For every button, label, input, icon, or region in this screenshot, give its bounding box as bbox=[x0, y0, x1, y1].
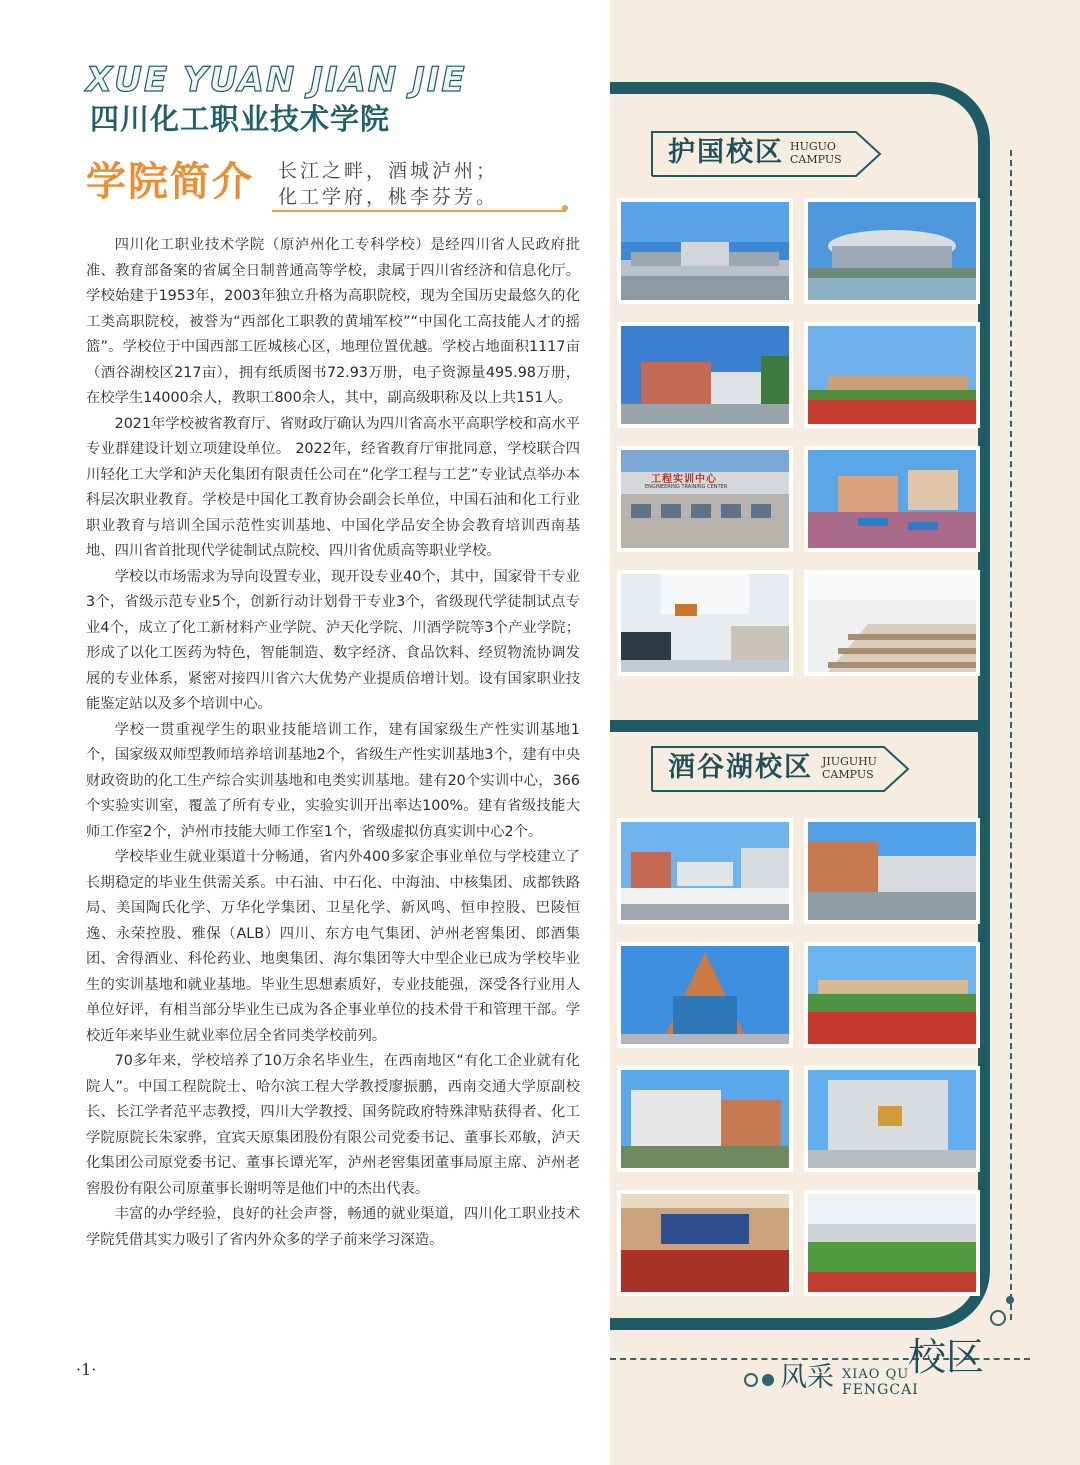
intro-heading: 学院简介 bbox=[86, 159, 254, 205]
campus-en-line-1: HUGUO bbox=[790, 140, 836, 153]
paragraph: 70多年来，学校培养了10万余名毕业生，在西南地区“有化工企业就有化院人”。中国工程院院士、哈尔滨工程大学教授廖振鹏，西南交通大学原副校长、长江学者范平志教授，四川大学教授、国务院政府特殊津贴获得者、化工学院原院长朱家骅，宜宾天原集团股份有限公司党委书记、董事长邓敏，泸天化集团公司原党委书记、董事长谭光军，泸州老窖集团董事局原主席、泸州老窖股份有限公司原董事长谢明等是他们中的杰出代表。 bbox=[86, 1053, 580, 1197]
paragraph: 学校一贯重视学生的职业技能培训工作，建有国家级生产性实训基地1个，国家级双师型教师培养培训基地2个，省级生产性实训基地3个，建有中央财政资助的化工生产综合实训基地和电类实训基地。建有20个实训中心，366个实验实训室，覆盖了所有专业，实验实训开出率达100%。建有省级技能大师工作室2个，泸州市技能大师工作室1个，省级虚拟仿真实训中心2个。 bbox=[86, 721, 580, 840]
fengcai-cn: 风采 bbox=[780, 1362, 834, 1393]
training-center-en: ENGINEERING TRAINING CENTER bbox=[645, 484, 728, 490]
campus-photo-library bbox=[617, 570, 793, 676]
campus-photo-training-center bbox=[617, 446, 793, 552]
slogan-dot bbox=[562, 205, 568, 211]
campus-photo-pingpong bbox=[804, 446, 980, 552]
jiuguhu-campus-label bbox=[650, 745, 910, 793]
campus-photo-library-tower bbox=[617, 942, 793, 1048]
huguo-campus-label bbox=[650, 130, 882, 178]
paragraph: 学校毕业生就业渠道十分畅通，省内外400多家企事业单位与学校建立了长期稳定的毕业生供需关系。中石油、中石化、中海油、中核集团、成都铁路局、美国陶氏化学、万华化学集团、卫星化学、新风鸣、恒申控股、巴陵恒逸、永荣控股、雅保（ALB）四川、东方电气集团、泸州老窖集团、郎酒集团、舍得酒业、科伦药业、地奥集团、海尔集团等大中型企业已成为学校毕业生的实训基地和就业基地。毕业生思想素质好，专业技能强，深受各行业用人单位好评，有相当部分毕业生已成为各企事业单位的技术骨干和管理干部。学校近年来毕业生就业率位居全省同类学校前列。 bbox=[86, 849, 580, 1044]
slogan-line-1: 长江之畔，酒城泸州； bbox=[278, 160, 499, 182]
paragraph: 四川化工职业技术学院（原泸州化工专科学校）是经四川省人民政府批准、教育部备案的省属全日制普通高等学校，隶属于四川省经济和信息化厅。学校始建于1953年，2003年独立升格为高职院校，现为全国历史最悠久的化工类高职院校，被誉为“西部化工职教的黄埔军校”“中国化工高技能人才的摇篮”。学校位于中国西部工匠城核心区，地理位置优越。学校占地面积1117亩（酒谷湖校区217亩），拥有纸质图书72.93万册，电子资源量495.98万册，在校学生14000余人，教职工800余人，其中，副高级职称及以上共151人。 bbox=[86, 237, 580, 406]
slogan-underline bbox=[272, 210, 566, 212]
campus-photo-teaching-building bbox=[804, 818, 980, 924]
campus-photo-dormitory bbox=[617, 1066, 793, 1172]
paragraph: 丰富的办学经验，良好的社会声誉，畅通的就业渠道，四川化工职业技术学院凭借其实力吸引了省内外众多的学子前来学习深造。 bbox=[86, 1206, 580, 1248]
deco-dot bbox=[1006, 1296, 1014, 1304]
slogan-line-2: 化工学府，桃李芬芳。 bbox=[278, 186, 499, 208]
campus-photo-building bbox=[617, 322, 793, 428]
fengcai-en-top: XIAO QU bbox=[842, 1367, 910, 1382]
campus-en-line-1: JIUGUHU bbox=[822, 755, 877, 768]
campus-name: 护国校区 bbox=[668, 137, 784, 168]
campus-en-line-2: CAMPUS bbox=[822, 768, 874, 781]
campus-photo-lab-building bbox=[804, 1066, 980, 1172]
fengcai-big: 校区 bbox=[908, 1335, 985, 1379]
campus-name: 酒谷湖校区 bbox=[668, 752, 813, 783]
campus-photo-main-gate bbox=[617, 818, 793, 924]
deco-circle bbox=[990, 1310, 1006, 1326]
campus-en bbox=[790, 140, 842, 166]
fengcai-en-bottom: FENGCAI bbox=[842, 1382, 919, 1398]
slogan bbox=[278, 158, 498, 210]
campus-photo-gate bbox=[617, 198, 793, 304]
campus-photo-track bbox=[804, 322, 980, 428]
intro-body bbox=[86, 233, 580, 1253]
paragraph: 学校以市场需求为导向设置专业，现开设专业40个，其中，国家骨干专业3个，省级示范专业5个，创新行动计划骨干专业3个，省级现代学徒制试点专业4个，成立了化工新材料产业学院、泸天化学院、川酒学院等3个产业学院；形成了以化工医药为特色，智能制造、数字经济、食品饮料、经贸物流协调发展的专业体系，紧密对接四川省六大优势产业提质倍增计划。设有国家职业技能鉴定站以及多个培训中心。 bbox=[86, 568, 580, 712]
campus-photo-stadium bbox=[804, 1190, 980, 1296]
campus-photo-computer-lab bbox=[804, 570, 980, 676]
campus-style-caption bbox=[740, 1330, 1010, 1400]
campus-en-line-2: CAMPUS bbox=[790, 153, 842, 166]
deco-circle bbox=[744, 1373, 758, 1387]
campus-photo-auditorium bbox=[617, 1190, 793, 1296]
deco-dot bbox=[762, 1374, 774, 1386]
training-center-sign: 工程实训中心 bbox=[651, 474, 717, 485]
pinyin-title: XUE YUAN JIAN JIE bbox=[86, 60, 467, 100]
page-number: ·1· bbox=[76, 1360, 97, 1379]
campus-en bbox=[822, 755, 877, 781]
dashed-border-right bbox=[1010, 150, 1012, 1320]
campus-photo-sports-field bbox=[804, 942, 980, 1048]
paragraph: 2021年学校被省教育厅、省财政厅确认为四川省高水平高职学校和高水平专业群建设计划立项建设单位。 2022年，经省教育厅审批同意，学校联合四川轻化工大学和泸天化集团有限责任公司在“化学工程与工艺”专业试点举办本科层次职业教育。学校是中国化工教育协会副会长单位，中国石油和化工行业职业教育与培训全国示范性实训基地、中国化学品安全协会教育培训西南基地、四川省首批现代学徒制试点院校、四川省优质高等职业学校。 bbox=[86, 415, 580, 559]
college-name: 四川化工职业技术学院 bbox=[90, 102, 391, 136]
campus-photo-gym bbox=[804, 198, 980, 304]
